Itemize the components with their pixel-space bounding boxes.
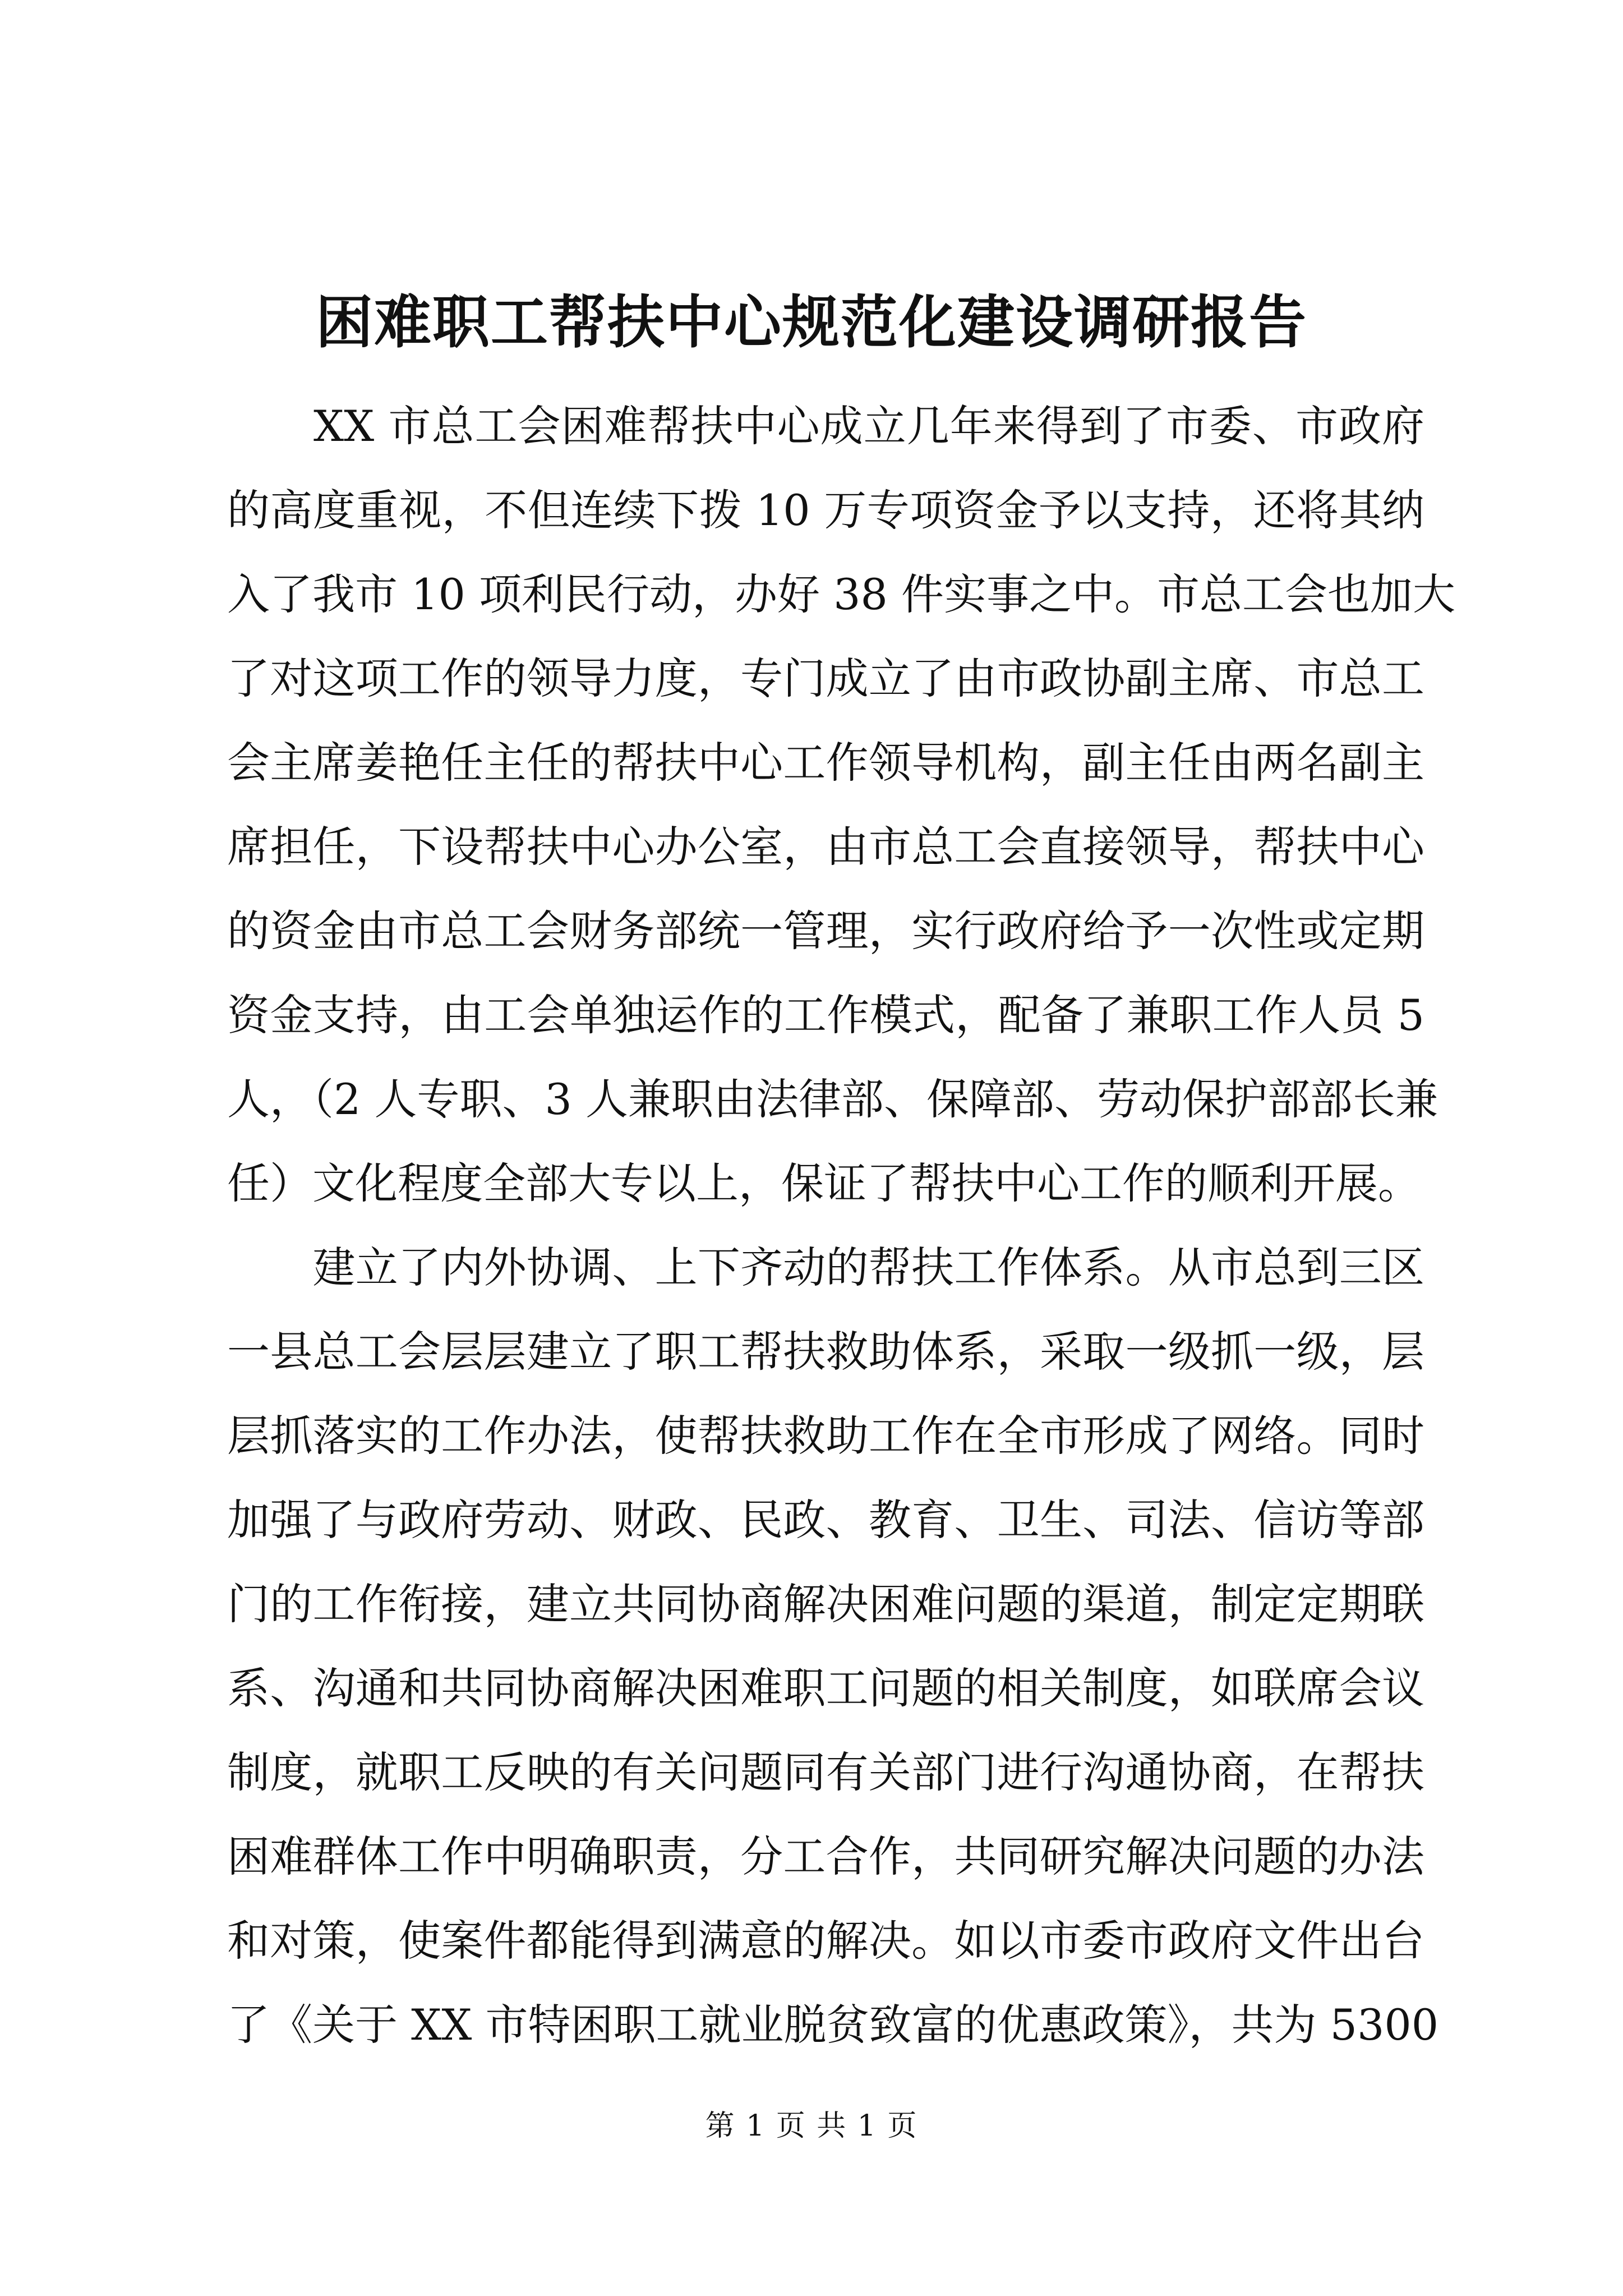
text-line: 和对策，使案件都能得到满意的解决。如以市委市政府文件出台	[227, 1916, 1424, 1966]
document-title: 困难职工帮扶中心规范化建设调研报告	[316, 289, 1307, 356]
text-line: XX 市总工会困难帮扶中心成立几年来得到了市委、市政府	[227, 401, 1424, 451]
page-footer: 第 1 页 共 1 页	[705, 2109, 918, 2143]
document-body	[227, 384, 1456, 2067]
text-line: 建立了内外协调、上下齐动的帮扶工作体系。从市总到三区	[227, 1243, 1424, 1292]
text-line: 困难群体工作中明确职责，分工合作，共同研究解决问题的办法	[227, 1832, 1424, 1881]
text-line: 加强了与政府劳动、财政、民政、教育、卫生、司法、信访等部	[227, 1495, 1424, 1545]
text-line: 的高度重视，不但连续下拨 10 万专项资金予以支持，还将其纳	[227, 485, 1424, 535]
text-line: 门的工作衔接，建立共同协商解决困难问题的渠道，制定定期联	[227, 1579, 1424, 1629]
text-line: 一县总工会层层建立了职工帮扶救助体系，采取一级抓一级，层	[227, 1327, 1424, 1377]
paragraph-2	[227, 1226, 1439, 2067]
paragraph-1	[227, 384, 1456, 1226]
text-line: 资金支持，由工会单独运作的工作模式，配备了兼职工作人员 5	[227, 990, 1424, 1040]
text-line: 系、沟通和共同协商解决困难职工问题的相关制度，如联席会议	[227, 1663, 1424, 1713]
text-line: 会主席姜艳任主任的帮扶中心工作领导机构，副主任由两名副主	[227, 738, 1424, 788]
text-line: 任）文化程度全部大专以上，保证了帮扶中心工作的顺利开展。	[227, 1158, 1421, 1208]
text-line: 了《关于 XX 市特困职工就业脱贫致富的优惠政策》，共为 5300	[227, 2000, 1439, 2050]
text-line: 层抓落实的工作办法，使帮扶救助工作在全市形成了网络。同时	[227, 1411, 1424, 1461]
text-line: 的资金由市总工会财务部统一管理，实行政府给予一次性或定期	[227, 906, 1424, 956]
text-line: 了对这项工作的领导力度，专门成立了由市政协副主席、市总工	[227, 654, 1424, 703]
text-line: 席担任，下设帮扶中心办公室，由市总工会直接领导，帮扶中心	[227, 822, 1424, 872]
text-line: 人，（2 人专职、3 人兼职由法律部、保障部、劳动保护部部长兼	[227, 1074, 1438, 1124]
text-line: 入了我市 10 项利民行动，办好 38 件实事之中。市总工会也加大	[227, 569, 1456, 619]
text-line: 制度，就职工反映的有关问题同有关部门进行沟通协商，在帮扶	[227, 1747, 1424, 1797]
